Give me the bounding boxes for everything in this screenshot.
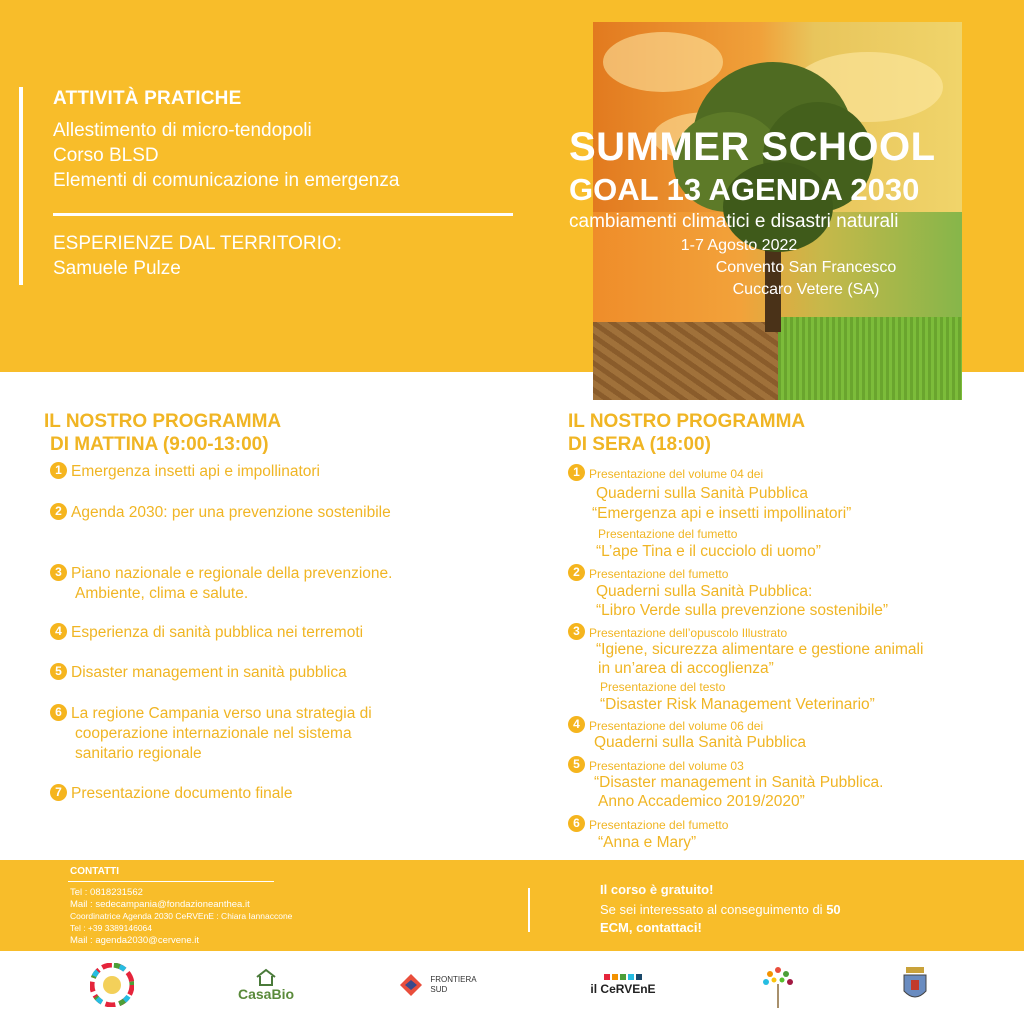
- morning-item: 6 La regione Campania verso una strategia di cooperazione internazionale nel sistema sanitario regionale: [50, 704, 372, 764]
- number-badge: 4: [568, 716, 585, 733]
- number-badge: 5: [568, 756, 585, 773]
- number-badge: 1: [50, 462, 67, 479]
- evening-item: 3 Presentazione dell’opuscolo Illustrato: [568, 623, 787, 642]
- number-badge: 2: [568, 564, 585, 581]
- evening-text: “Disaster management in Sanità Pubblica.: [594, 774, 884, 791]
- free-course-title: Il corso è gratuito!: [600, 882, 714, 897]
- morning-item: 3 Piano nazionale e regionale della prevenzione. Ambiente, clima e salute.: [50, 564, 392, 604]
- evening-text: “Emergenza api e insetti impollinatori”: [592, 505, 852, 522]
- morning-title: IL NOSTRO PROGRAMMA DI MATTINA (9:00-13:00): [44, 411, 282, 455]
- tree-dots-logo: [756, 962, 800, 1008]
- number-badge: 6: [568, 815, 585, 832]
- casabio-logo: CasaBio: [226, 962, 306, 1008]
- evening-text: Presentazione del fumetto: [598, 527, 738, 541]
- evening-title: IL NOSTRO PROGRAMMA DI SERA (18:00): [568, 411, 806, 455]
- evening-item: 2 Presentazione del fumetto: [568, 564, 728, 583]
- number-badge: 3: [568, 623, 585, 640]
- activity-item: Corso BLSD: [53, 145, 159, 166]
- evening-text: “Libro Verde sulla prevenzione sostenibile”: [596, 602, 889, 619]
- evening-text: in un’area di accoglienza”: [598, 660, 774, 677]
- experience-title: ESPERIENZE DAL TERRITORIO:: [53, 233, 342, 254]
- event-title: SUMMER SCHOOL: [569, 125, 936, 169]
- evening-item: 4 Presentazione del volume 06 dei: [568, 716, 763, 735]
- contact-phone: Tel : 0818231562: [70, 887, 143, 898]
- event-subtitle: cambiamenti climatici e disastri naturali: [569, 211, 899, 232]
- evening-text: Anno Accademico 2019/2020”: [598, 793, 805, 810]
- cervene-logo: il CeRVEnE: [582, 962, 664, 1008]
- evening-text: “Anna e Mary”: [598, 834, 697, 851]
- number-badge: 3: [50, 564, 67, 581]
- number-badge: 1: [568, 464, 585, 481]
- number-badge: 5: [50, 663, 67, 680]
- diamond-icon: [398, 972, 424, 998]
- number-badge: 6: [50, 704, 67, 721]
- free-course-cta: ECM, contattaci!: [600, 920, 702, 935]
- event-venue: Convento San Francesco: [715, 259, 897, 276]
- accent-bar: [19, 87, 23, 285]
- evening-text: “Igiene, sicurezza alimentare e gestione animali: [596, 641, 924, 658]
- number-badge: 2: [50, 503, 67, 520]
- activities-title: ATTIVITÀ PRATICHE: [53, 88, 242, 109]
- contact-email-2[interactable]: Mail : agenda2030@cervene.it: [70, 935, 200, 946]
- number-badge: 4: [50, 623, 67, 640]
- evening-text: Quaderni sulla Sanità Pubblica: [596, 485, 808, 502]
- vertical-divider: [528, 888, 530, 932]
- morning-item: 4 Esperienza di sanità pubblica nei terremoti: [50, 623, 363, 643]
- contact-coordinator: Coordinatrice Agenda 2030 CeRVEnE : Chiara Iannaccone: [70, 911, 293, 921]
- contacts-title: CONTATTI: [70, 866, 120, 877]
- morning-item: 1 Emergenza insetti api e impollinatori: [50, 462, 320, 482]
- morning-item: 5 Disaster management in sanità pubblica: [50, 663, 347, 683]
- sdg-wheel-logo: [88, 962, 136, 1008]
- evening-text: Quaderni sulla Sanità Pubblica:: [596, 583, 813, 600]
- morning-item: 2 Agenda 2030: per una prevenzione sostenibile: [50, 503, 391, 523]
- evening-item: 5 Presentazione del volume 03: [568, 756, 744, 775]
- number-badge: 7: [50, 784, 67, 801]
- event-city: Cuccaro Vetere (SA): [732, 281, 880, 298]
- contact-phone-2: Tel : +39 3389146064: [70, 923, 153, 933]
- evening-text: Presentazione del testo: [600, 680, 726, 694]
- evening-item: 1 Presentazione del volume 04 dei: [568, 464, 763, 483]
- activity-item: Elementi di comunicazione in emergenza: [53, 170, 400, 191]
- evening-text: “Disaster Risk Management Veterinario”: [600, 696, 875, 713]
- divider: [53, 213, 513, 216]
- activity-item: Allestimento di micro-tendopoli: [53, 120, 312, 141]
- contacts-rule: [68, 881, 274, 882]
- evening-item: 6 Presentazione del fumetto: [568, 815, 728, 834]
- evening-text: Quaderni sulla Sanità Pubblica: [594, 734, 806, 751]
- morning-item: 7 Presentazione documento finale: [50, 784, 292, 804]
- municipal-crest-logo: [898, 962, 932, 1008]
- house-icon: [255, 968, 277, 986]
- free-course-text: Se sei interessato al conseguimento di 50: [600, 902, 841, 917]
- experience-name: Samuele Pulze: [53, 258, 181, 279]
- frontiera-sud-logo: FRONTIERA SUD: [390, 962, 485, 1008]
- evening-text: “L’ape Tina e il cucciolo di uomo”: [596, 543, 821, 560]
- event-dates: 1-7 Agosto 2022: [680, 237, 798, 254]
- contact-email[interactable]: Mail : sedecampania@fondazioneanthea.it: [70, 899, 250, 910]
- event-goal: GOAL 13 AGENDA 2030: [569, 172, 920, 207]
